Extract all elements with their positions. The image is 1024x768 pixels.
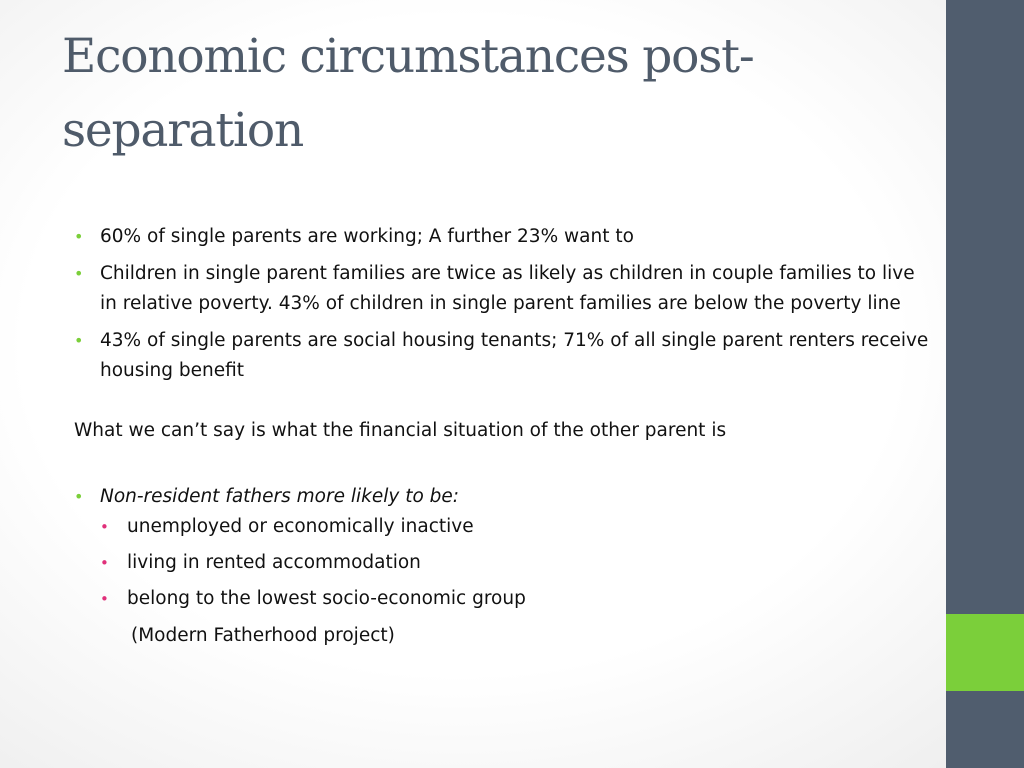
bullet-list bbox=[74, 222, 934, 386]
sub-bullet-icon: • bbox=[100, 590, 109, 608]
sidebar-accent-block bbox=[946, 614, 1024, 691]
sub-bullet-icon: • bbox=[100, 554, 109, 572]
sub-list-item bbox=[100, 584, 934, 614]
slide-title: Economic circumstances post-separation bbox=[62, 29, 754, 158]
bullet-icon: • bbox=[74, 331, 84, 350]
slide-content bbox=[74, 222, 934, 651]
source-citation: (Modern Fatherhood project) bbox=[131, 625, 395, 646]
sub-bullet-list bbox=[100, 512, 934, 614]
list-item bbox=[74, 222, 934, 252]
list-item bbox=[74, 326, 934, 386]
sub-list-item bbox=[100, 512, 934, 542]
sub-bullet-text: living in rented accommodation bbox=[127, 552, 421, 573]
sub-bullet-text: belong to the lowest socio-economic group bbox=[127, 588, 526, 609]
fathers-list bbox=[74, 482, 934, 614]
sub-bullet-text: unemployed or economically inactive bbox=[127, 516, 474, 537]
list-item bbox=[74, 482, 934, 614]
bullet-text: 60% of single parents are working; A further 23% want to bbox=[100, 226, 634, 247]
bullet-text: 43% of single parents are social housing tenants; 71% of all single parent renters receive housing benefit bbox=[100, 330, 929, 381]
bullet-icon: • bbox=[74, 264, 84, 283]
bullet-icon: • bbox=[74, 227, 84, 246]
bullet-icon: • bbox=[74, 487, 84, 506]
fathers-heading: Non-resident fathers more likely to be: bbox=[100, 486, 460, 507]
statement-text: What we can’t say is what the financial situation of the other parent is bbox=[74, 420, 727, 441]
sub-bullet-icon: • bbox=[100, 518, 109, 536]
bullet-text: Children in single parent families are twice as likely as children in couple families to live in relative poverty. 43% of children in single parent families are below the poverty line bbox=[100, 263, 915, 314]
list-item bbox=[74, 259, 934, 319]
sub-list-item bbox=[100, 548, 934, 578]
